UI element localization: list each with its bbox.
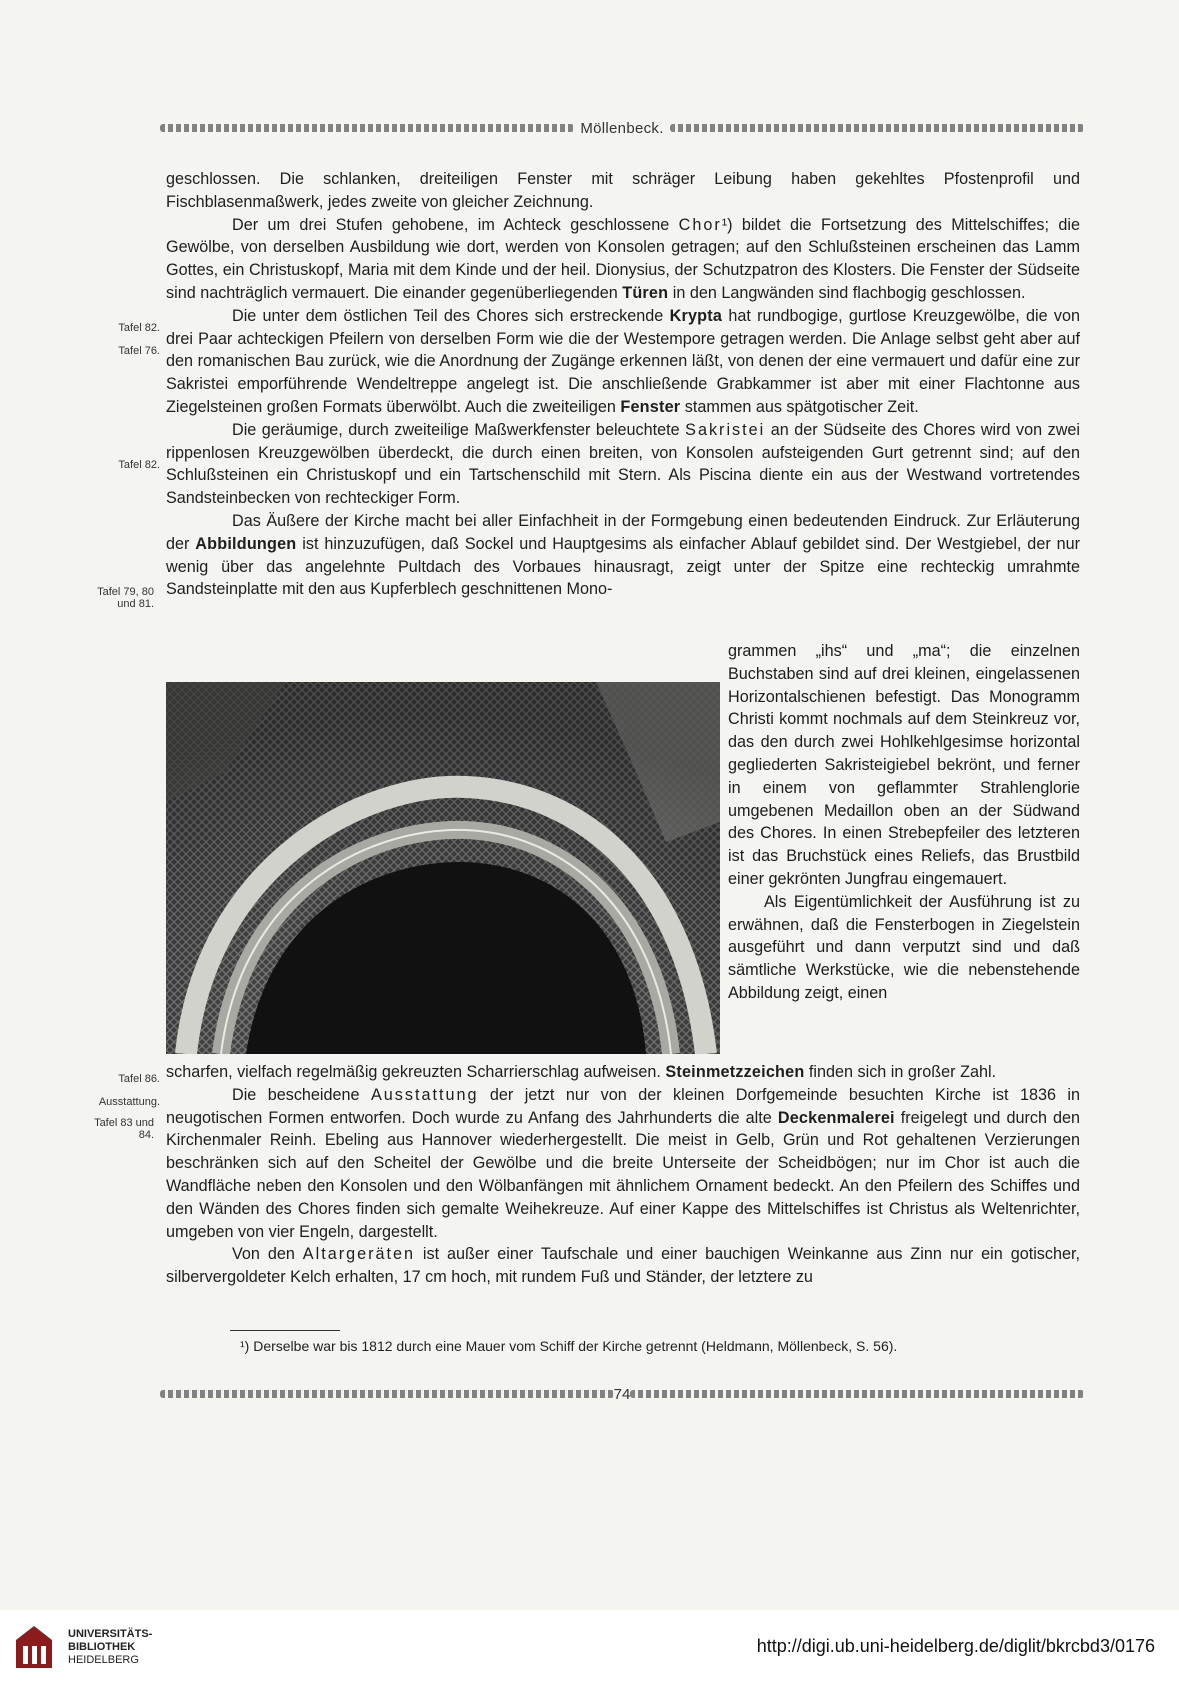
float-column-text: [728, 640, 1080, 1005]
body-text-continued: [166, 1061, 1080, 1289]
header-title: Möllenbeck.: [580, 119, 664, 137]
paragraph: Von den Altargeräten ist außer einer Taufschale und einer bauchigen Weinkanne aus Zinn nur ein gotischer, silbervergoldeter Kelch erhalten, 17 cm hoch, mit rundem Fuß und Ständer, der letztere zu: [166, 1245, 1080, 1287]
margin-note: Tafel 83 und 84.: [94, 1117, 154, 1141]
header-ornament-left: [160, 124, 574, 132]
paragraph: Die geräumige, durch zweiteilige Maßwerkfenster beleuchtete Sakristei an der Südseite des Chores wird von zwei rippenlosen Kreuzgewölben überdeckt, die durch einen breiten, von Konsolen aufsteigenden Gurt getrennt sind; auf den Schlußsteinen ein Christuskopf und ein Tartschenschild mit Stern. Als Piscina diente ein aus der Westwand vortretendes Sandsteinbecken von rechteckiger Form.: [166, 420, 1081, 508]
paragraph: scharfen, vielfach regelmäßig gekreuzten Scharrierschlag aufweisen. Steinmetzzeichen finden sich in großer Zahl.: [166, 1063, 997, 1081]
paragraph: Der um drei Stufen gehobene, im Achteck geschlossene Chor¹) bildet die Fortsetzung des Mittelschiffes; die Gewölbe, von derselben Ausbildung wie dort, werden von Konsolen getragen; auf den Schlußsteinen erscheinen das Lamm Gottes, ein Christuskopf, Maria mit dem Kinde und der heil. Dionysius, der Schutzpatron des Klosters. Die Fenster der Südseite sind nachträglich vermauert. Die einander gegenüberliegenden Türen in den Langwänden sind flachbogig geschlossen.: [166, 215, 1080, 302]
margin-note: Tafel 82.: [118, 459, 160, 471]
source-url-link[interactable]: http://digi.ub.uni-heidelberg.de/diglit/bkrcbd3/0176: [756, 1636, 1155, 1656]
margin-note: Tafel 76.: [118, 345, 160, 357]
margin-note: Tafel 86.: [118, 1073, 160, 1085]
margin-note: Tafel 82.: [118, 322, 160, 334]
paragraph: Das Äußere der Kirche macht bei aller Einfachheit in der Formgebung einen bedeutenden Eindruck. Zur Erläuterung der Abbildungen ist hinzuzufügen, daß Sockel und Hauptgesims als einfacher Ablauf gebildet sind. Der Westgiebel, der nur wenig über das angelehnte Pultdach des Vorbaues hinausragt, zeigt unter der Spitze eine rechteckig umrahmte Sandsteinplatte mit den aus Kupferblech geschnittenen Mono-: [166, 511, 1080, 599]
footnote-divider: [230, 1330, 340, 1331]
arch-photo-illustration: [166, 682, 720, 1054]
margin-note: Tafel 79, 80 und 81.: [97, 586, 154, 610]
footer-ornament-left: [160, 1390, 614, 1398]
footnote: ¹) Derselbe war bis 1812 durch eine Mauer vom Schiff der Kirche getrennt (Heldmann, Möllenbeck, S. 56).: [240, 1338, 898, 1354]
margin-note: Ausstattung.: [98, 1096, 160, 1108]
header-ornament-right: [670, 124, 1084, 132]
paragraph: grammen „ihs“ und „ma“; die einzelnen Buchstaben sind auf drei kleinen, eingelassenen Horizontalschienen befestigt. Das Monogramm Christi kommt nochmals auf dem Steinkreuz vor, das den durch zwei Hohlkehlgesimse horizontal gegliederten Sakristeigiebel bekrönt, und ferner in einem von geflammter Strahlenglorie umgebenen Medaillon oben an der Südwand des Chores. In einen Strebepfeiler des letzteren ist das Bruchstück eines Reliefs, das Brustbild einer gekrönten Jungfrau eingemauert.: [728, 642, 1080, 888]
paragraph: Die unter dem östlichen Teil des Chores sich erstreckende Krypta hat rundbogige, gurtlose Kreuzgewölbe, die von drei Paar achteckigen Pfeilern von derselben Form wie die der Westempore getragen werden. Die Anlage selbst geht aber auf den romanischen Bau zurück, wie die Anordnung der Zugänge erkennen läßt, von denen der eine vermauert und dafür eine zur Sakristei emporführende Wendeltreppe angelegt ist. Die anschließende Grabkammer ist aber mit einer Flachtonne aus Ziegelsteinen großen Formats überwölbt. Auch die zweiteiligen Fenster stammen aus spätgotischer Zeit.: [166, 306, 1081, 416]
footer-ornament-right: [630, 1390, 1084, 1398]
window-arch-photo: [166, 682, 720, 1054]
page-footer: [160, 1383, 1084, 1405]
library-logo-icon: [14, 1624, 54, 1670]
paragraph: Die bescheidene Ausstattung der jetzt nur von der kleinen Dorfgemeinde besuchten Kirche ist 1836 in neugotischen Formen entworfen. Doch wurde zu Anfang des Jahrhunderts die alte Deckenmalerei freigelegt und durch den Kirchenmaler Reinh. Ebeling aus Hannover wiederhergestellt. Die meist in Gelb, Grün und Rot gehaltenen Verzierungen beschränken sich auf den Scheitel der Gewölbe und die breite Unterseite der Scheidbögen; nur im Chor ist auch die Wandfläche neben den Konsolen und den Wölbanfängen mit ähnlichem Ornament bedeckt. An den Pfeilern des Schiffes und den Wänden des Chores finden sich gemalte Weihekreuze. Auf einer Kappe des Mittelschiffes ist Christus als Weltenrichter, umgeben von vier Engeln, dargestellt.: [166, 1085, 1080, 1241]
library-name: UNIVERSITÄTS- BIBLIOTHEK HEIDELBERG: [68, 1628, 153, 1666]
paragraph: geschlossen. Die schlanken, dreiteiligen Fenster mit schräger Leibung haben gekehltes Pfostenprofil und Fischblasenmaßwerk, jedes zweite von gleicher Zeichnung.: [166, 170, 1080, 211]
body-text: [166, 168, 1080, 601]
running-header: [160, 117, 1084, 139]
digitization-footer: [0, 1610, 1179, 1684]
page-number: 74: [613, 1385, 631, 1403]
paragraph: Als Eigentümlichkeit der Ausführung ist zu erwähnen, daß die Fensterbogen in Ziegelstein ausgeführt und dann verputzt sind und daß sämtliche Werkstücke, wie die nebenstehende Abbildung zeigt, einen: [728, 892, 1080, 1002]
